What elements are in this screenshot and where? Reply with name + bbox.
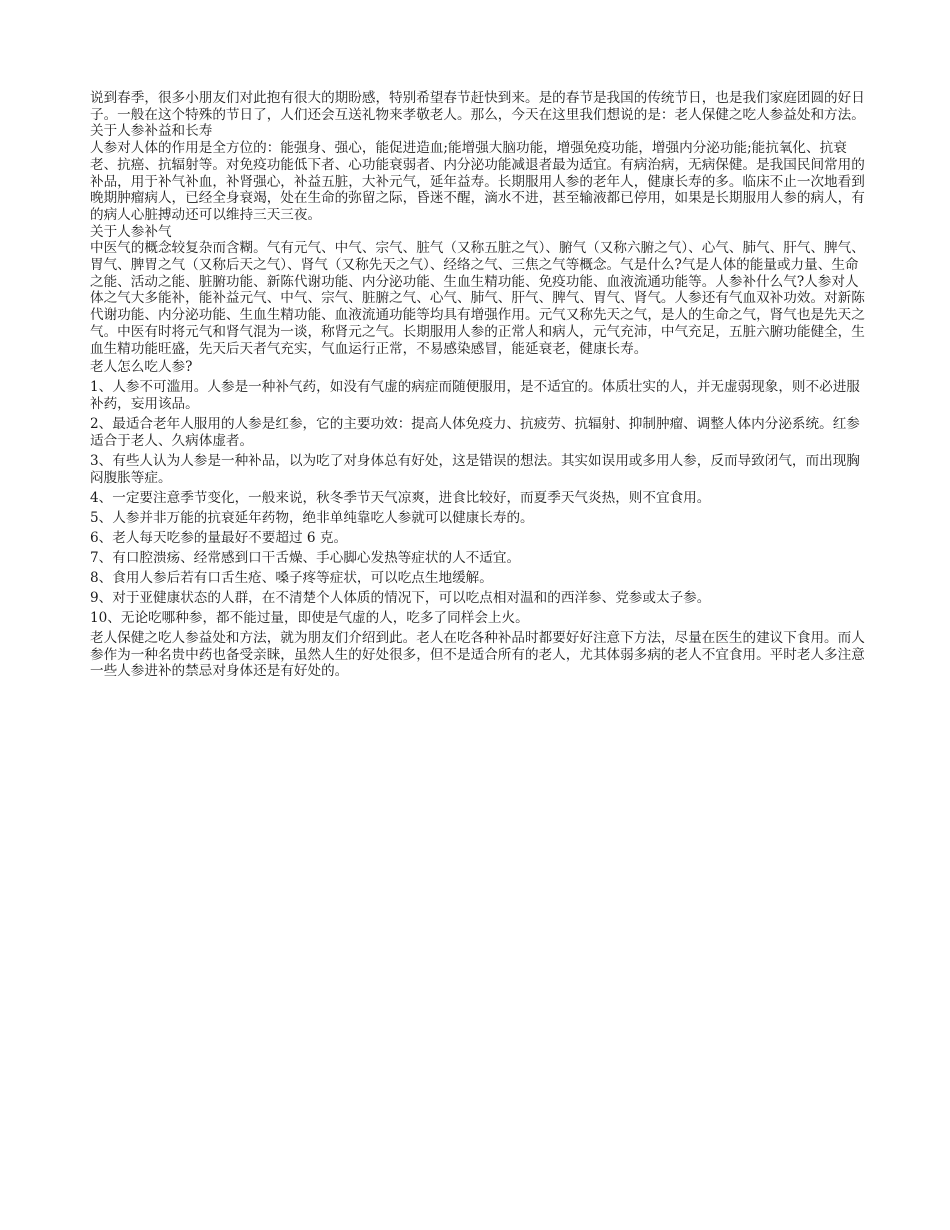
document-page bbox=[90, 90, 870, 680]
qi-paragraph: 中医气的概念较复杂而含糊。气有元气、中气、宗气、脏气（又称五脏之气）、腑气（又称六腑之气）、心气、肺气、肝气、脾气、胃气、脾胃之气（又称后天之气）、肾气（又称先天之气）、经络之气、三焦之气等概念。气是什么?气是人体的能量或力量、生命之能、活动之能、脏腑功能、新陈代谢功能、内分泌功能、生血生精功能、免疫功能、血液流通功能等。人参补什么气?人参对人体之气大多能补，能补益元气、中气、宗气、脏腑之气、心气、肺气、肝气、脾气、胃气、肾气。人参还有气血双补功效。对新陈代谢功能、内分泌功能、生血生精功能、血液流通功能等均具有增强作用。元气又称先天之气，是人的生命之气，肾气也是先天之气。中医有时将元气和肾气混为一谈，称肾元之气。长期服用人参的正常人和病人，元气充沛，中气充足，五脏六腑功能健全，生血生精功能旺盛，先天后天者气充实，气血运行正常，不易感染感冒，能延衰老，健康长寿。 bbox=[90, 240, 865, 357]
list-item: 1、人参不可滥用。人参是一种补气药，如没有气虚的病症而随便服用，是不适宜的。体质壮实的人，并无虚弱现象，则不必进服补药，妄用该品。 bbox=[90, 378, 860, 412]
list-item: 8、食用人参后若有口舌生疮、嗓子疼等症状，可以吃点生地缓解。 bbox=[90, 569, 493, 586]
list-item: 5、人参并非万能的抗衰延年药物，绝非单纯靠吃人参就可以健康长寿的。 bbox=[90, 509, 534, 526]
intro-paragraph: 说到春季，很多小朋友们对此抱有很大的期盼感，特别希望春节赶快到来。是的春节是我国的传统节日，也是我们家庭团圆的好日子。一般在这个特殊的节日了，人们还会互送礼物来孝敬老人。那么，今天在这里我们想说的是：老人保健之吃人参益处和方法。 bbox=[90, 90, 865, 123]
conclusion-paragraph: 老人保健之吃人参益处和方法，就为朋友们介绍到此。老人在吃各种补品时都要好好注意下方法，尽量在医生的建议下食用。而人参作为一种名贵中药也备受亲睐，虽然人生的好处很多，但不是适合所有的老人，尤其体弱多病的老人不宜食用。平时老人多注意一些人参进补的禁忌对身体还是有好处的。 bbox=[90, 629, 865, 680]
list-item: 9、对于亚健康状态的人群，在不清楚个人体质的情况下，可以吃点相对温和的西洋参、党参或太子参。 bbox=[90, 589, 711, 606]
section-heading-qi: 关于人参补气 bbox=[90, 223, 172, 240]
list-item: 4、一定要注意季节变化，一般来说，秋冬季节天气凉爽，进食比较好，而夏季天气炎热，则不宜食用。 bbox=[90, 489, 711, 506]
section-heading-how-to-eat: 老人怎么吃人参? bbox=[90, 359, 193, 376]
tips-list bbox=[90, 379, 870, 627]
longevity-paragraph: 人参对人体的作用是全方位的：能强身、强心，能促进造血;能增强大脑功能，增强免疫功能，增强内分泌功能;能抗氧化、抗衰老、抗癌、抗辐射等。对免疫功能低下者、心功能衰弱者、内分泌功能减退者最为适宜。有病治病，无病保健。是我国民间常用的补品，用于补气补血，补肾强心，补益五脏，大补元气，延年益寿。长期服用人参的老年人，健康长寿的多。临床不止一次地看到晚期肿瘤病人，已经全身衰竭，处在生命的弥留之际，昏迷不醒，滴水不进，甚至输液都已停用，如果是长期服用人参的病人，有的病人心脏搏动还可以维持三天三夜。 bbox=[90, 140, 865, 223]
list-item: 7、有口腔溃疡、经常感到口干舌燥、手心脚心发热等症状的人不适宜。 bbox=[90, 549, 521, 566]
list-item: 3、有些人认为人参是一种补品，以为吃了对身体总有好处，这是错误的想法。其实如误用或多用人参，反而导致闭气，而出现胸闷腹胀等症。 bbox=[90, 452, 860, 486]
list-item: 2、最适合老年人服用的人参是红参，它的主要功效：提高人体免疫力、抗疲劳、抗辐射、抑制肿瘤、调整人体内分泌系统。红参适合于老人、久病体虚者。 bbox=[90, 415, 860, 449]
section-heading-longevity: 关于人参补益和长寿 bbox=[90, 123, 213, 140]
list-item: 6、老人每天吃参的量最好不要超过 6 克。 bbox=[90, 529, 348, 546]
list-item: 10、无论吃哪种参，都不能过量，即使是气虚的人，吃多了同样会上火。 bbox=[90, 609, 529, 626]
